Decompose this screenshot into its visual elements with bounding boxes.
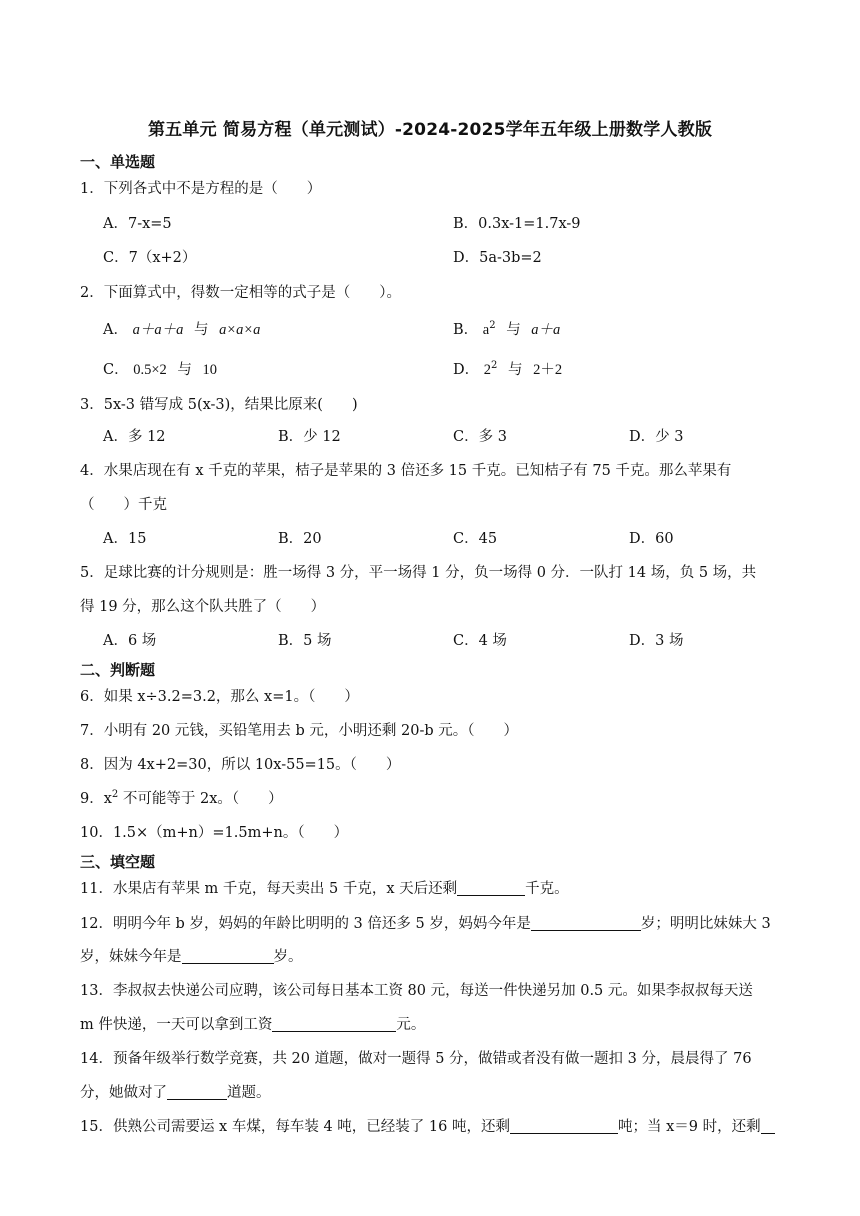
q15-answer-blank-2[interactable] — [761, 1118, 775, 1134]
question-6: 6．如果 x÷3.2=3.2，那么 x=1。（ ） — [80, 689, 359, 705]
q4-option-c: C．45 — [453, 531, 498, 547]
question-5-stem-line2: 得 19 分，那么这个队共胜了（ ） — [80, 599, 326, 615]
q9-post: 不可能等于 2x。（ ） — [118, 791, 283, 807]
q5-option-b: B．5 场 — [278, 633, 332, 649]
q11-pre: 11．水果店有苹果 m 千克，每天卖出 5 千克，x 天后还剩 — [80, 881, 458, 897]
q9-exponent: 2 — [111, 789, 119, 800]
question-4-stem-line2: （ ）千克 — [80, 497, 167, 513]
q4-option-b: B．20 — [278, 531, 322, 547]
q12-answer-blank-1[interactable] — [531, 915, 641, 931]
q3-option-d: D．少 3 — [629, 429, 684, 445]
q12-l1-pre: 12．明明今年 b 岁，妈妈的年龄比明明的 3 倍还多 5 岁，妈妈今年是 — [80, 916, 531, 932]
section-heading-true-false: 二、判断题 — [80, 661, 156, 679]
q2-b-expr2: a＋a — [531, 322, 561, 338]
q13-l2-pre: m 件快递，一天可以拿到工资 — [80, 1017, 273, 1033]
q5-option-d: D．3 场 — [629, 633, 684, 649]
question-14-line1: 14．预备年级举行数学竞赛，共 20 道题，做对一题得 5 分，做错或者没有做一题扣 3 分，晨晨得了 76 — [80, 1051, 752, 1067]
q12-l2-post: 岁。 — [273, 949, 303, 965]
question-13-line1: 13．李叔叔去快递公司应聘，该公司每日基本工资 80 元，每送一件快递另加 0.5 元。如果李叔叔每天送 — [80, 983, 753, 999]
question-3-stem: 3．5x-3 错写成 5(x-3)，结果比原来( ) — [80, 397, 358, 413]
q2-d-expr2: 2＋2 — [533, 362, 563, 378]
section-heading-fill-blank: 三、填空题 — [80, 853, 156, 871]
q2-option-b — [453, 320, 560, 340]
question-15 — [80, 1117, 810, 1137]
q3-option-a: A．多 12 — [103, 429, 166, 445]
q14-l2-post: 道题。 — [227, 1085, 271, 1101]
q4-option-d: D．60 — [629, 531, 674, 547]
q2-d-exponent: 2 — [491, 360, 498, 371]
q2-d-base: 2 — [483, 362, 491, 378]
q2-b-base: a — [482, 322, 490, 338]
q2-a-expr1: a＋a＋a — [132, 322, 184, 338]
question-11 — [80, 879, 810, 899]
q11-answer-blank[interactable] — [457, 880, 525, 896]
q2-a-expr2: a×a×a — [219, 322, 261, 338]
q3-option-b: B．少 12 — [278, 429, 341, 445]
q2-b-exponent: 2 — [489, 320, 496, 331]
q3-option-c: C．多 3 — [453, 429, 507, 445]
q2-option-c — [103, 360, 217, 380]
q2-c-expr2: 10 — [202, 362, 217, 378]
q2-option-d — [453, 360, 562, 380]
q5-option-a: A．6 场 — [103, 633, 157, 649]
question-13-line2 — [80, 1015, 810, 1035]
q4-option-a: A．15 — [103, 531, 147, 547]
question-10: 10．1.5×（m+n）=1.5m+n。（ ） — [80, 825, 349, 841]
q15-answer-blank-1[interactable] — [510, 1118, 618, 1134]
question-4-stem-line1: 4．水果店现在有 x 千克的苹果，桔子是苹果的 3 倍还多 15 千克。已知桔子有 75 千克。那么苹果有 — [80, 463, 732, 479]
question-14-line2 — [80, 1083, 810, 1103]
q2-b-label: B． — [453, 322, 479, 338]
q11-post: 千克。 — [525, 881, 569, 897]
q15-pre: 15．供熟公司需要运 x 车煤，每车装 4 吨，已经装了 16 吨，还剩 — [80, 1119, 510, 1135]
q2-c-label: C． — [103, 362, 129, 378]
q12-answer-blank-2[interactable] — [182, 948, 274, 964]
q14-l2-pre: 分，她做对了 — [80, 1085, 167, 1101]
q2-d-label: D． — [453, 362, 480, 378]
q2-a-label: A． — [103, 322, 128, 338]
q2-a-with: 与 — [193, 322, 209, 338]
question-12-line1 — [80, 914, 810, 934]
q15-mid: 吨；当 x＝9 时，还剩 — [617, 1119, 761, 1135]
q1-option-d: D．5a-3b=2 — [453, 250, 542, 266]
q2-c-expr1: 0.5×2 — [133, 362, 167, 378]
question-5-stem-line1: 5．足球比赛的计分规则是：胜一场得 3 分，平一场得 1 分，负一场得 0 分．一队打 14 场，负 5 场，共 — [80, 565, 757, 581]
question-2-stem: 2．下面算式中，得数一定相等的式子是（ ）。 — [80, 285, 401, 301]
q2-c-with: 与 — [177, 362, 192, 378]
page-title: 第五单元 简易方程（单元测试）-2024-2025学年五年级上册数学人教版 — [147, 120, 713, 140]
q13-answer-blank[interactable] — [272, 1016, 396, 1032]
q1-option-b: B．0.3x-1=1.7x-9 — [453, 216, 581, 232]
question-1-stem: 1．下列各式中不是方程的是（ ） — [80, 181, 322, 197]
q2-option-a — [103, 320, 260, 340]
q12-l1-post: 岁；明明比妹妹大 3 — [640, 916, 771, 932]
q5-option-c: C．4 场 — [453, 633, 507, 649]
q13-l2-post: 元。 — [396, 1017, 426, 1033]
q2-b-with: 与 — [506, 322, 521, 338]
q9-pre: 9．x — [80, 791, 112, 807]
q1-option-a: A．7-x=5 — [103, 216, 172, 232]
q14-answer-blank[interactable] — [167, 1084, 227, 1100]
q12-l2-pre: 岁，妹妹今年是 — [80, 949, 182, 965]
question-8: 8．因为 4x+2=30，所以 10x-55=15。（ ） — [80, 757, 401, 773]
question-12-line2 — [80, 947, 810, 967]
q1-option-c: C．7（x+2） — [103, 250, 197, 266]
question-9 — [80, 789, 810, 809]
section-heading-single-choice: 一、单选题 — [80, 153, 156, 171]
question-7: 7．小明有 20 元钱，买铅笔用去 b 元，小明还剩 20-b 元。（ ） — [80, 723, 518, 739]
q2-d-with: 与 — [507, 362, 523, 378]
